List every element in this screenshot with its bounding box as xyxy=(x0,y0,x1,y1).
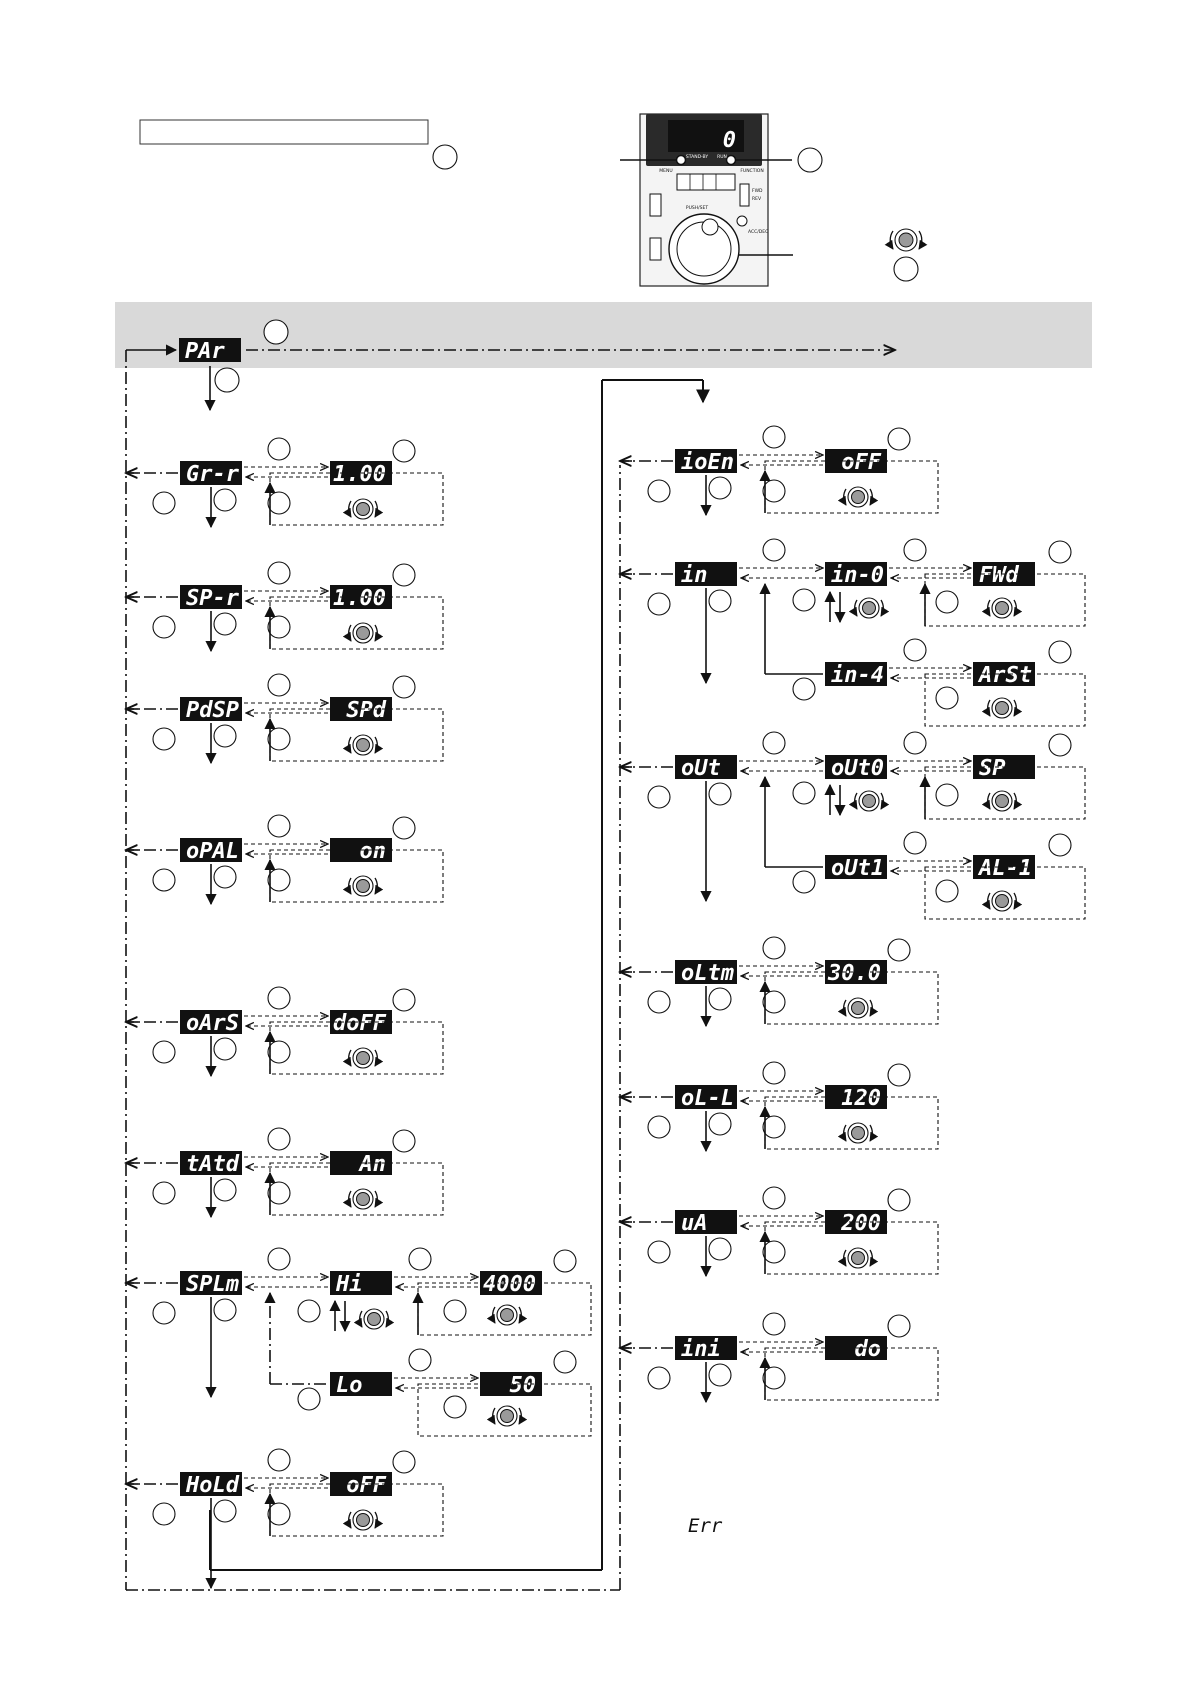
error-code: Err xyxy=(688,1515,723,1537)
step-marker xyxy=(936,591,958,613)
lcd-code xyxy=(180,697,242,723)
knob-icon xyxy=(349,1189,378,1209)
lcd-value-text: An xyxy=(359,1152,386,1177)
lcd-code xyxy=(180,838,242,864)
lcd-code xyxy=(825,662,887,688)
lcd-value xyxy=(825,1085,887,1111)
step-marker xyxy=(894,257,918,281)
step-marker xyxy=(214,613,236,635)
lcd-code xyxy=(330,1372,392,1398)
lcd-code xyxy=(675,1336,737,1362)
step-marker xyxy=(153,728,175,750)
lcd-value-text: on xyxy=(359,839,386,864)
lcd-value xyxy=(330,1010,392,1036)
lcd-value-text: SP xyxy=(979,756,1006,781)
knob-icon xyxy=(855,598,884,618)
step-marker xyxy=(763,539,785,561)
step-marker xyxy=(888,939,910,961)
lcd-value-text: 200 xyxy=(841,1211,881,1236)
knob-icon xyxy=(988,891,1017,911)
lcd-value xyxy=(825,449,887,475)
step-marker xyxy=(763,991,785,1013)
step-marker xyxy=(763,1313,785,1335)
fwd-rev-switch[interactable] xyxy=(740,184,749,206)
step-marker xyxy=(904,639,926,661)
step-marker xyxy=(648,1241,670,1263)
lcd-value xyxy=(330,838,392,864)
lcd-value xyxy=(330,697,392,723)
function-button[interactable] xyxy=(727,156,736,165)
lcd-code xyxy=(675,755,737,781)
step-marker xyxy=(214,1038,236,1060)
lcd-value-text: FWd xyxy=(979,563,1019,588)
step-marker xyxy=(763,1241,785,1263)
step-marker xyxy=(153,1503,175,1525)
knob-icon xyxy=(493,1406,522,1426)
step-marker xyxy=(409,1349,431,1371)
lcd-value-text: oFF xyxy=(346,1473,386,1498)
step-marker xyxy=(153,1302,175,1324)
lcd-code-text: in xyxy=(681,563,708,588)
step-marker xyxy=(268,728,290,750)
step-marker xyxy=(153,1041,175,1063)
step-marker xyxy=(709,477,731,499)
step-marker xyxy=(793,589,815,611)
lcd-value-text: SPd xyxy=(346,698,386,723)
step-marker xyxy=(1049,641,1071,663)
operation-panel xyxy=(640,114,768,286)
knob-icon xyxy=(349,623,378,643)
step-marker xyxy=(214,1179,236,1201)
step-marker xyxy=(268,492,290,514)
step-marker xyxy=(264,320,288,344)
menu-button[interactable] xyxy=(677,156,686,165)
lcd-code-text: oArS xyxy=(186,1011,239,1036)
panel-knob-label: PUSH/SET xyxy=(685,206,709,211)
lcd-value xyxy=(825,960,887,986)
acc-dec-trimmer[interactable] xyxy=(737,216,747,226)
step-marker xyxy=(433,145,457,169)
knob-icon xyxy=(988,598,1017,618)
lcd-code-text: HoLd xyxy=(186,1473,239,1498)
lcd-value-text: 120 xyxy=(841,1086,881,1111)
lcd-code-text: ini xyxy=(681,1337,721,1362)
knob-icon xyxy=(844,1248,873,1268)
step-marker xyxy=(268,1128,290,1150)
lcd-value xyxy=(973,855,1035,881)
lcd-code-text: Hi xyxy=(336,1272,363,1297)
step-marker xyxy=(648,1116,670,1138)
step-marker xyxy=(648,991,670,1013)
panel-slot-lower xyxy=(650,238,661,260)
step-marker xyxy=(709,988,731,1010)
step-marker xyxy=(888,1315,910,1337)
step-marker xyxy=(936,784,958,806)
lcd-value-text: AL-1 xyxy=(979,856,1032,881)
panel-rev-label: REV xyxy=(752,197,762,202)
lcd-value xyxy=(330,1151,392,1177)
step-marker xyxy=(215,368,239,392)
panel-display-value: 0 xyxy=(722,128,736,153)
lcd-code xyxy=(180,1151,242,1177)
lcd-value-text: 30.0 xyxy=(828,961,881,986)
step-marker xyxy=(793,678,815,700)
lcd-code-text: tAtd xyxy=(186,1152,239,1177)
step-marker xyxy=(214,489,236,511)
step-marker xyxy=(393,989,415,1011)
knob-icon xyxy=(349,735,378,755)
step-marker xyxy=(1049,834,1071,856)
step-marker xyxy=(888,428,910,450)
step-marker xyxy=(393,817,415,839)
step-marker xyxy=(798,148,822,172)
step-marker xyxy=(763,937,785,959)
step-marker xyxy=(888,1064,910,1086)
panel-slot-upper xyxy=(650,194,661,216)
panel-fwd-label: FWD xyxy=(752,189,763,194)
lcd-value-text: do xyxy=(854,1337,881,1362)
lcd-code xyxy=(825,562,887,588)
knob-icon xyxy=(349,1048,378,1068)
lcd-code-root xyxy=(179,338,241,364)
step-marker xyxy=(709,1113,731,1135)
lcd-code-text: oUt xyxy=(681,756,721,781)
knob-icon xyxy=(360,1309,389,1329)
step-marker xyxy=(268,1503,290,1525)
lcd-code-text: PdSP xyxy=(186,698,239,723)
step-marker xyxy=(214,866,236,888)
step-marker xyxy=(153,869,175,891)
step-marker xyxy=(268,987,290,1009)
step-marker xyxy=(709,783,731,805)
step-marker xyxy=(268,1041,290,1063)
lcd-code-root-text: PAr xyxy=(185,339,225,364)
step-marker xyxy=(888,1189,910,1211)
step-marker xyxy=(444,1396,466,1418)
lcd-code xyxy=(180,461,242,487)
step-marker xyxy=(648,480,670,502)
step-marker xyxy=(648,1367,670,1389)
step-marker xyxy=(298,1300,320,1322)
knob-icon xyxy=(855,791,884,811)
lcd-code xyxy=(180,585,242,611)
knob-icon xyxy=(988,698,1017,718)
header-box xyxy=(140,120,428,144)
step-marker xyxy=(709,590,731,612)
step-marker xyxy=(214,1500,236,1522)
step-marker xyxy=(153,1182,175,1204)
lcd-value xyxy=(330,461,392,487)
panel-switch-block xyxy=(677,174,735,190)
step-marker xyxy=(648,786,670,808)
lcd-code-text: oUt1 xyxy=(831,856,884,881)
lcd-value-text: oFF xyxy=(841,450,881,475)
step-marker xyxy=(268,1248,290,1270)
lcd-code-text: in-0 xyxy=(831,563,884,588)
knob-icon xyxy=(844,487,873,507)
lcd-value-text: 1.00 xyxy=(333,586,386,611)
lcd-code xyxy=(675,1085,737,1111)
step-marker xyxy=(214,725,236,747)
step-marker xyxy=(763,1116,785,1138)
step-marker xyxy=(409,1248,431,1270)
step-marker xyxy=(793,782,815,804)
knob-icon xyxy=(349,499,378,519)
lcd-code-text: oPAL xyxy=(186,839,239,864)
step-marker xyxy=(153,616,175,638)
panel-function-label: FUNCTION xyxy=(740,169,764,174)
lcd-value xyxy=(825,1210,887,1236)
step-marker xyxy=(153,492,175,514)
step-marker xyxy=(936,880,958,902)
lcd-code-text: Lo xyxy=(336,1373,363,1398)
lcd-code-text: Gr-r xyxy=(186,462,239,487)
step-marker xyxy=(763,480,785,502)
lcd-code-text: oUt0 xyxy=(831,756,884,781)
lcd-value-text: doFF xyxy=(333,1011,386,1036)
lcd-value xyxy=(973,562,1035,588)
step-marker xyxy=(268,869,290,891)
step-marker xyxy=(268,438,290,460)
step-marker xyxy=(554,1351,576,1373)
step-marker xyxy=(393,1451,415,1473)
lcd-value xyxy=(330,1472,392,1498)
lcd-code-text: SP-r xyxy=(186,586,239,611)
knob-icon xyxy=(349,1510,378,1530)
lcd-code xyxy=(825,855,887,881)
step-marker xyxy=(648,593,670,615)
step-marker xyxy=(763,426,785,448)
lcd-code-text: ioEn xyxy=(681,450,734,475)
lcd-code-text: in-4 xyxy=(831,663,884,688)
mode-band xyxy=(115,302,1092,368)
knob-icon xyxy=(493,1305,522,1325)
lcd-value xyxy=(330,585,392,611)
step-marker xyxy=(1049,734,1071,756)
step-marker xyxy=(904,832,926,854)
step-marker xyxy=(904,539,926,561)
step-marker xyxy=(268,1182,290,1204)
lcd-code xyxy=(330,1271,392,1297)
lcd-code xyxy=(675,1210,737,1236)
lcd-code xyxy=(675,960,737,986)
step-marker xyxy=(393,1130,415,1152)
step-marker xyxy=(554,1250,576,1272)
panel-menu-label: MENU xyxy=(659,169,673,174)
knob-icon xyxy=(890,229,922,251)
step-marker xyxy=(393,676,415,698)
panel-acc-label: ACC/DEC xyxy=(748,230,769,235)
panel-run-label: RUN xyxy=(717,155,727,160)
lcd-code xyxy=(180,1472,242,1498)
panel-standby-label: STAND-BY xyxy=(685,155,709,160)
step-marker xyxy=(268,562,290,584)
lcd-value xyxy=(973,662,1035,688)
lcd-value-text: 4000 xyxy=(483,1272,536,1297)
step-marker xyxy=(709,1364,731,1386)
lcd-value-text: ArSt xyxy=(979,663,1032,688)
step-marker xyxy=(904,732,926,754)
lcd-value-text: 50 xyxy=(509,1373,536,1398)
lcd-code xyxy=(180,1010,242,1036)
step-marker xyxy=(763,1367,785,1389)
knob-icon xyxy=(349,876,378,896)
lcd-code xyxy=(675,449,737,475)
knob-icon xyxy=(988,791,1017,811)
step-marker xyxy=(763,1062,785,1084)
step-marker xyxy=(793,871,815,893)
knob-icon xyxy=(844,998,873,1018)
step-marker xyxy=(1049,541,1071,563)
step-marker xyxy=(268,815,290,837)
lcd-value xyxy=(825,1336,887,1362)
step-marker xyxy=(393,564,415,586)
step-marker xyxy=(268,616,290,638)
lcd-code xyxy=(180,1271,242,1297)
step-marker xyxy=(214,1299,236,1321)
lcd-code xyxy=(675,562,737,588)
step-marker xyxy=(763,732,785,754)
step-marker xyxy=(709,1238,731,1260)
step-marker xyxy=(444,1300,466,1322)
lcd-code-text: oL-L xyxy=(681,1086,734,1111)
lcd-value xyxy=(480,1271,542,1297)
step-marker xyxy=(393,440,415,462)
step-marker xyxy=(298,1388,320,1410)
lcd-value xyxy=(973,755,1035,781)
knob-icon xyxy=(844,1123,873,1143)
step-marker xyxy=(268,1449,290,1471)
lcd-value xyxy=(480,1372,542,1398)
step-marker xyxy=(268,674,290,696)
lcd-code xyxy=(825,755,887,781)
lcd-code-text: SPLm xyxy=(186,1272,239,1297)
step-marker xyxy=(763,1187,785,1209)
step-marker xyxy=(936,687,958,709)
lcd-value-text: 1.00 xyxy=(333,462,386,487)
lcd-code-text: uA xyxy=(681,1211,708,1236)
lcd-code-text: oLtm xyxy=(681,961,734,986)
